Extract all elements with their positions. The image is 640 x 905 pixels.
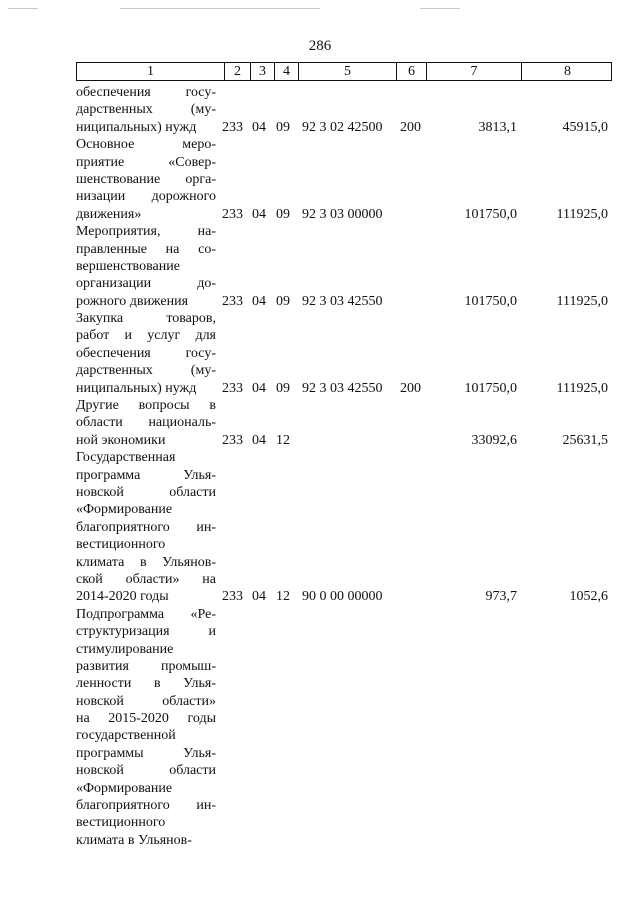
cell-target-article: 92 3 02 42500 <box>302 119 383 135</box>
table-row <box>76 136 612 223</box>
cell-subsection: 09 <box>276 380 290 396</box>
cell-expense-type: 200 <box>400 119 421 135</box>
cell-section: 04 <box>252 206 266 222</box>
row-name-line: ной экономики <box>76 432 166 448</box>
cell-amount-col7: 33092,6 <box>471 432 517 448</box>
cell-subsection: 09 <box>276 293 290 309</box>
table-row <box>76 397 612 449</box>
row-name-line: благоприятного ин- <box>76 798 216 814</box>
row-name-line: Подпрограмма «Ре- <box>76 606 216 622</box>
table-row <box>76 449 612 606</box>
row-values <box>76 380 612 397</box>
cell-section: 04 <box>252 293 266 309</box>
row-name-line: программы Улья- <box>76 745 216 761</box>
cell-subsection: 09 <box>276 206 290 222</box>
header-col-7: 7 <box>427 63 522 80</box>
table-row <box>76 310 612 397</box>
header-col-2: 2 <box>225 63 251 80</box>
scan-artifact <box>420 8 460 9</box>
table-row <box>76 84 612 136</box>
cell-target-article: 92 3 03 00000 <box>302 206 383 222</box>
row-values <box>76 432 612 449</box>
cell-amount-col7: 3813,1 <box>478 119 517 135</box>
cell-subsection: 12 <box>276 589 290 605</box>
row-name-line: ской области» на <box>76 571 216 587</box>
cell-amount-col7: 101750,0 <box>464 293 517 309</box>
row-name-line: ленности в Улья- <box>76 676 216 692</box>
row-name-line: программа Улья- <box>76 467 216 483</box>
table-header <box>76 62 612 81</box>
row-name-line: области националь- <box>76 415 216 431</box>
row-name-line: структуризация и <box>76 624 216 640</box>
row-values <box>76 293 612 310</box>
row-name-line: шенствование орга- <box>76 171 216 187</box>
row-name-line: вестиционного <box>76 815 166 831</box>
cell-amount-col8: 111925,0 <box>556 380 608 396</box>
row-name-line: правленные на со- <box>76 241 216 257</box>
cell-amount-col8: 45915,0 <box>562 119 608 135</box>
row-name-line: «Формирование <box>76 780 173 796</box>
table-body <box>76 84 612 849</box>
cell-ministry: 233 <box>222 206 243 222</box>
header-col-8: 8 <box>564 64 571 79</box>
row-name-line: ниципальных) нужд <box>76 380 197 396</box>
row-name-line: климата в Ульянов- <box>76 554 216 570</box>
row-name-line: движения» <box>76 206 142 222</box>
row-name-line: обеспечения госу- <box>76 345 216 361</box>
cell-section: 04 <box>252 119 266 135</box>
header-col-6: 6 <box>397 63 427 80</box>
scan-artifact <box>120 8 320 9</box>
cell-amount-col7: 101750,0 <box>464 380 517 396</box>
cell-target-article: 92 3 03 42550 <box>302 293 383 309</box>
cell-ministry: 233 <box>222 293 243 309</box>
page-number: 286 <box>308 38 332 54</box>
row-name-line: новской области <box>76 763 216 779</box>
row-name-line: развития промыш- <box>76 658 216 674</box>
row-values <box>76 206 612 223</box>
cell-target-article: 92 3 03 42550 <box>302 380 383 396</box>
row-name-line: 2014-2020 годы <box>76 589 169 605</box>
row-name-line: работ и услуг для <box>76 328 216 344</box>
row-name-line: Мероприятия, на- <box>76 224 216 240</box>
row-name-line: стимулирование <box>76 641 174 657</box>
cell-ministry: 233 <box>222 119 243 135</box>
cell-section: 04 <box>252 432 266 448</box>
row-name-line: благоприятного ин- <box>76 519 216 535</box>
cell-section: 04 <box>252 589 266 605</box>
header-col-5: 5 <box>299 63 397 80</box>
cell-amount-col8: 111925,0 <box>556 293 608 309</box>
cell-target-article: 90 0 00 00000 <box>302 589 383 605</box>
table-row <box>76 223 612 310</box>
row-name-line: новской области» <box>76 693 216 709</box>
cell-subsection: 12 <box>276 432 290 448</box>
row-values <box>76 588 612 605</box>
row-name-line: дарственных (му- <box>76 363 216 379</box>
row-name-line: организации до- <box>76 276 216 292</box>
cell-amount-col8: 25631,5 <box>562 432 608 448</box>
row-name-line: новской области <box>76 484 216 500</box>
cell-amount-col7: 101750,0 <box>464 206 517 222</box>
cell-section: 04 <box>252 380 266 396</box>
cell-expense-type: 200 <box>400 380 421 396</box>
cell-amount-col8: 1052,6 <box>569 589 608 605</box>
row-name-line: обеспечения госу- <box>76 85 216 100</box>
scan-artifact <box>8 8 38 9</box>
header-col-4: 4 <box>275 63 299 80</box>
cell-subsection: 09 <box>276 119 290 135</box>
row-name-line: вершенствование <box>76 258 180 274</box>
cell-amount-col8: 111925,0 <box>556 206 608 222</box>
row-name-line: государственной <box>76 728 176 744</box>
row-values <box>76 119 612 136</box>
row-name-line: ниципальных) нужд <box>76 119 197 135</box>
cell-amount-col7: 973,7 <box>485 589 517 605</box>
row-name-line: Закупка товаров, <box>76 311 216 327</box>
row-name-line: дарственных (му- <box>76 102 216 118</box>
row-values <box>76 832 612 849</box>
table-row <box>76 606 612 849</box>
cell-ministry: 233 <box>222 589 243 605</box>
header-col-1: 1 <box>77 63 225 80</box>
row-name-line: низации дорожного <box>76 189 216 205</box>
row-name-line: климата в Ульянов- <box>76 832 192 848</box>
row-name-line: вестиционного <box>76 537 166 553</box>
cell-ministry: 233 <box>222 380 243 396</box>
row-name <box>76 449 216 606</box>
row-name-line: приятие «Совер- <box>76 154 216 170</box>
header-col-3: 3 <box>251 63 275 80</box>
row-name-line: рожного движения <box>76 293 189 309</box>
row-name-line: «Формирование <box>76 502 173 518</box>
row-name-line: Государственная <box>76 450 176 466</box>
row-name-line: на 2015-2020 годы <box>76 711 216 727</box>
row-name-line: Другие вопросы в <box>76 398 216 414</box>
row-name <box>76 606 216 849</box>
cell-ministry: 233 <box>222 432 243 448</box>
row-name-line: Основное меро- <box>76 137 216 153</box>
